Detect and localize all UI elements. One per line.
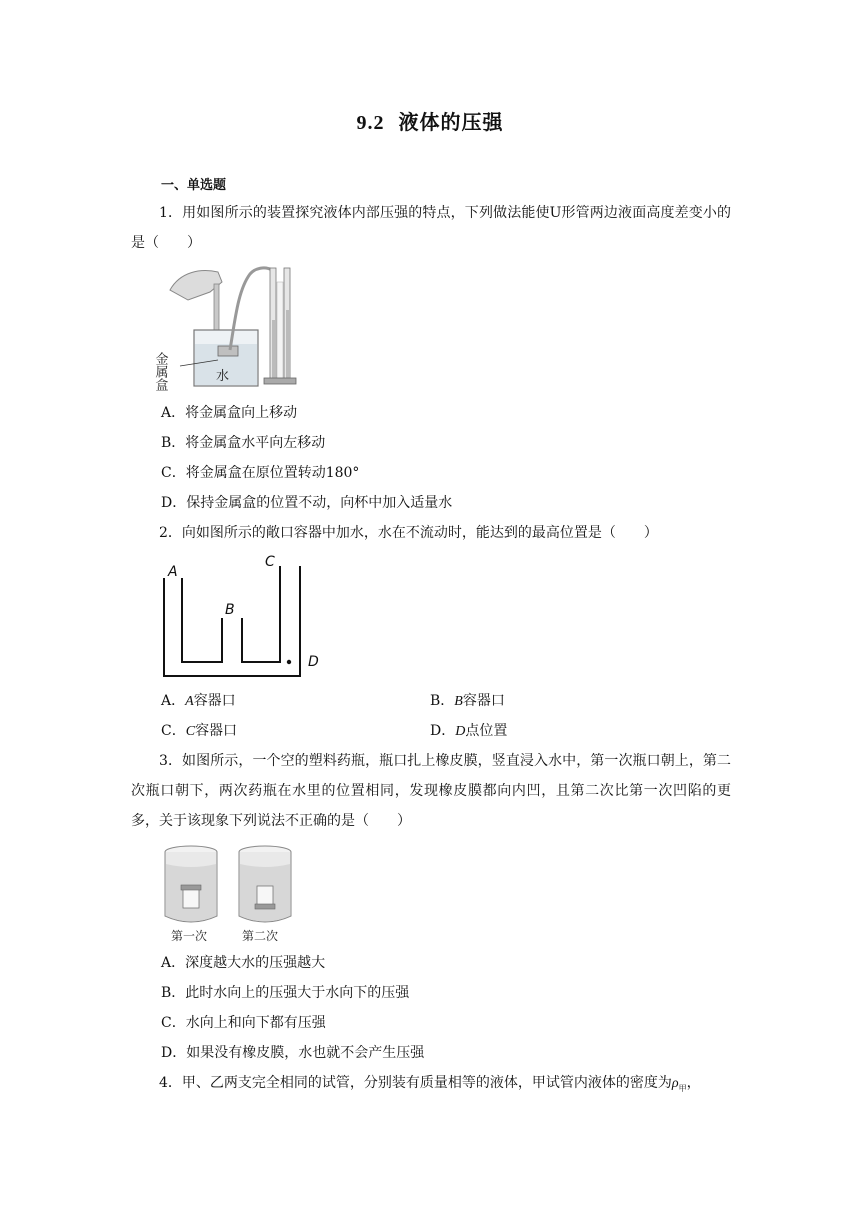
label-b: B — [225, 602, 235, 618]
q2-option-b: B．B容器口 — [430, 693, 505, 709]
section-heading: 一、单选题 — [161, 178, 227, 193]
q2-option-a: A．A容器口 — [161, 693, 236, 709]
q1-option-c: C．将金属盒在原位置转动180° — [161, 465, 360, 481]
q1-option-b: B．将金属盒水平向左移动 — [161, 435, 326, 451]
pressure-gauge-figure — [152, 260, 320, 392]
question-1-stem: 1．用如图所示的装置探究液体内部压强的特点，下列做法能使U形管两边液面高度差变小的是（ ） — [131, 205, 731, 251]
metal-box-label: 金属盒 — [152, 352, 168, 391]
second-label: 第二次 — [242, 929, 279, 943]
section-number: 9.2 — [356, 112, 385, 134]
page-title — [0, 106, 860, 135]
q3-option-b: B．此时水向上的压强大于水向下的压强 — [161, 985, 410, 1001]
q1-option-a: A．将金属盒向上移动 — [161, 405, 298, 421]
bottle-figure — [160, 840, 300, 946]
q2-option-c: C．C容器口 — [161, 723, 238, 739]
water-label: 水 — [216, 369, 230, 384]
title-text: 液体的压强 — [398, 110, 504, 134]
container-figure — [160, 548, 330, 682]
question-4-stem: 4．甲、乙两支完全相同的试管，分别装有质量相等的液体，甲试管内液体的密度为$\rho_甲$， — [159, 1075, 701, 1093]
q3-option-a: A．深度越大水的压强越大 — [161, 955, 326, 971]
q1-option-d: D．保持金属盒的位置不动，向杯中加入适量水 — [161, 495, 453, 511]
rho-symbol: ρ — [671, 1076, 679, 1091]
q3-option-d: D．如果没有橡皮膜，水也就不会产生压强 — [161, 1045, 425, 1061]
label-c: C — [265, 554, 275, 570]
question-3-stem: 3．如图所示，一个空的塑料药瓶，瓶口扎上橡皮膜，竖直浸入水中，第一次瓶口朝上，第二次瓶口朝下，两次药瓶在水里的位置相同，发现橡皮膜都向内凹，且第二次比第一次凹陷的更多，关于该现象下列说法不正确的是（ ） — [131, 753, 731, 829]
q3-option-c: C．水向上和向下都有压强 — [161, 1015, 326, 1031]
first-label: 第一次 — [171, 929, 208, 943]
label-a: A — [168, 564, 178, 580]
q2-option-d: D．D点位置 — [430, 723, 508, 739]
rho-subscript: 甲 — [678, 1083, 687, 1093]
question-2-stem: 2．向如图所示的敞口容器中加水，水在不流动时，能达到的最高位置是（ ） — [159, 525, 658, 541]
label-d: D — [308, 654, 319, 670]
